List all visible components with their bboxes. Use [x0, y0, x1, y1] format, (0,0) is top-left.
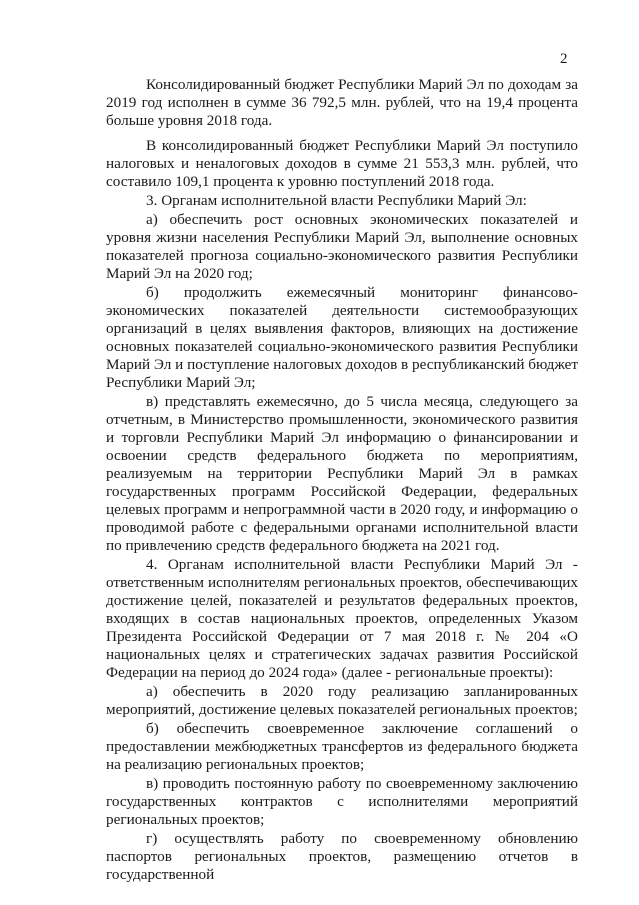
page-number: 2 — [560, 51, 568, 67]
paragraph-item-3a: а) обеспечить рост основных экономических показателей и уровня жизни населения Республики Марий Эл, выполнение основных показателей прогноза социально-экономического развития Республики Марий Эл на 2020 год; — [106, 211, 578, 282]
paragraph-item-3b: б) продолжить ежемесячный мониторинг финансово-экономических показателей деятельности системообразующих организаций в целях выявления факторов, влияющих на достижение основных показателей социально-экономического развития Республики Марий Эл и поступление налоговых доходов в республиканский бюджет Республики Марий Эл; — [106, 284, 578, 391]
document-body — [106, 76, 578, 885]
paragraph-item-3c: в) представлять ежемесячно, до 5 числа месяца, следующего за отчетным, в Министерство промышленности, экономического развития и торговли Республики Марий Эл информацию о финансировании и освоении средств федерального бюджета по мероприятиям, реализуемым на территории Республики Марий Эл в рамках государственных программ Российской Федерации, федеральных целевых программ и непрограммной части в 2020 году, и информацию о проводимой работе с федеральными органами исполнительной власти по привлечению средств федерального бюджета на 2021 год. — [106, 393, 578, 554]
paragraph-item-4d: г) осуществлять работу по своевременному обновлению паспортов региональных проектов, размещению отчетов в государственной — [106, 830, 578, 883]
paragraph-tax-revenue: В консолидированный бюджет Республики Марий Эл поступило налоговых и неналоговых доходов в сумме 21 553,3 млн. рублей, что составило 109,1 процента к уровню поступлений 2018 года. — [106, 137, 578, 190]
paragraph-item-4a: а) обеспечить в 2020 году реализацию запланированных мероприятий, достижение целевых показателей региональных проектов; — [106, 683, 578, 718]
paragraph-item-4b: б) обеспечить своевременное заключение соглашений о предоставлении межбюджетных трансфертов из федерального бюджета на реализацию региональных проектов; — [106, 720, 578, 773]
paragraph-item-3-heading: 3. Органам исполнительной власти Республики Марий Эл: — [146, 192, 527, 209]
paragraph-item-4c: в) проводить постоянную работу по своевременному заключению государственных контрактов с исполнителями мероприятий региональных проектов; — [106, 775, 578, 828]
paragraph-item-4-heading: 4. Органам исполнительной власти Республики Марий Эл - ответственным исполнителям региональных проектов, обеспечивающих достижение целей, показателей и результатов федеральных проектов, входящих в состав национальных проектов, определенных Указом Президента Российской Федерации от 7 мая 2018 г. № 204 «О национальных целях и стратегических задачах развития Российской Федерации на период до 2024 года» (далее - региональные проекты): — [106, 556, 578, 681]
paragraph-budget-revenue: Консолидированный бюджет Республики Марий Эл по доходам за 2019 год исполнен в сумме 36 792,5 млн. рублей, что на 19,4 процента больше уровня 2018 года. — [106, 76, 578, 129]
